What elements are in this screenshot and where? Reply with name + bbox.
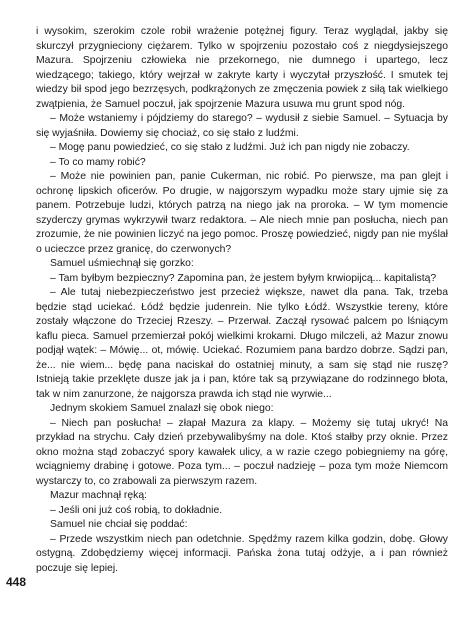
paragraph: – Ale tutaj niebezpieczeństwo jest przecież większe, nawet dla pana. Tak, trzeba będzie stąd uciekać. Łódź będzie judenrein. Nie tylko Łódź. Wszystkie tereny, które zostały włączone do Trzeciej Rzeszy. – Przerwał. Zaczął rysować palcem po lśniącym kaflu pieca. Samuel przemierzał pokój wielkimi krokami. Długo milczeli, aż Mazur znowu podjął wątek: – Mówię... ot, mówię. Uciekać. Rozumiem pana bardzo dobrze. Sądzi pan, że... nie wiem... będę pana naciskał do ostatniej minuty, a sam się stąd nie ruszę? Istnieją takie przeklęte dusze jak ja i pan, które tak są przywiązane do rodzinnego błota, tak w nim zanurzone, że najgorsza prawda ich stąd nie wyrwie... (36, 287, 448, 400)
paragraph: – Może wstaniemy i pójdziemy do starego? – wydusił z siebie Samuel. – Sytuacja by się wyjaśniła. Dowiemy się chociaż, co się stało z ludźmi. (36, 113, 448, 139)
paragraph: – To co mamy robić? (50, 156, 146, 168)
paragraph: – Może nie powinien pan, panie Cukerman, nic robić. Po pierwsze, ma pan glejt i ochronę lipskich oficerów. Po drugie, w najgorszym wypadku może stary ujmie się za panem. Potrzebuje ludzi, których patrzą na niego jak na proroka. – W tym momencie szyderczy grymas wykrzywił twarz redaktora. – Ale niech mnie pan posłucha, niech pan zrozumie, że nie powinien liczyć na jego pomoc. Proszę powiedzieć, nigdy pan nie myślał o ucieczce przez granicę, do czerwonych? (36, 171, 448, 255)
paragraph: Samuel uśmiechnął się gorzko: (50, 258, 194, 269)
paragraph: Mazur machnął ręką: (50, 490, 148, 501)
page-number: 448 (6, 575, 27, 589)
paragraph: – Jeśli oni już coś robią, to dokładnie. (50, 504, 223, 516)
paragraph: – Tam byłbym bezpieczny? Zapomina pan, że jestem byłym krwiopijcą... kapitalistą? (50, 272, 437, 284)
paragraph: Jednym skokiem Samuel znalazł się obok niego: (50, 403, 274, 414)
paragraph: – Mogę panu powiedzieć, co się stało z ludźmi. Już ich pan nigdy nie zobaczy. (50, 142, 410, 153)
paragraph: i wysokim, szerokim czole robił wrażenie potężnej figury. Teraz wyglądał, jakby się skurczył przygnieciony ciężarem. Tylko w spojrzeniu pozostało coś z niegdysiejszego Mazura. Spojrzeniu człowieka nie przekornego, nie dumnego i upartego, lecz wiedzącego; takiego, który wejrzał w zakryte karty i wyczytał przyszłość. I smutek tej wiedzy bił spod jego bezrzęsych, podkrążonych ze zmęczenia powiek z siłą tak wielkiego zwątpienia, że Samuel poczuł, jak spojrzenie Mazura usuwa mu grunt spod nóg. (36, 26, 448, 110)
paragraph: – Niech pan posłucha! – złapał Mazura za klapy. – Możemy się tutaj ukryć! Na przykład na strychu. Cały dzień przebywalibyśmy na dole. Ktoś stałby przy oknie. Przez okno można stąd zobaczyć spory kawałek ulicy, a w razie czego pobiegniemy na górę, wciągniemy drabinę i gotowe. Poza tym... – poczuł nadzieję – poza tym może Niemcom wystarczy to, co zrabowali za pierwszym razem. (36, 417, 448, 487)
body-text (36, 25, 448, 576)
paragraph: – Przede wszystkim niech pan odetchnie. Spędźmy razem kilka godzin, dobę. Głowy ostygną. Zdobędziemy więcej informacji. Pańska żona tutaj odżyje, a i pan również poczuje się lepiej. (36, 533, 448, 574)
paragraph: Samuel nie chciał się poddać: (50, 519, 188, 530)
